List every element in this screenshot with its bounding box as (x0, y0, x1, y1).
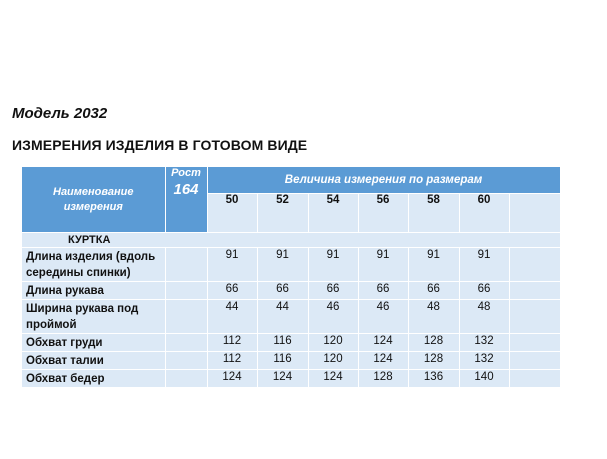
header-measurement-name: Наименование измерения (22, 167, 165, 233)
row-value: 140 (459, 370, 509, 388)
row-value: 124 (207, 370, 257, 388)
model-title: Модель 2032 (12, 105, 108, 122)
row-value: 132 (459, 334, 509, 352)
document-title: ИЗМЕРЕНИЯ ИЗДЕЛИЯ В ГОТОВОМ ВИДЕ (12, 137, 308, 153)
table-row (22, 352, 560, 370)
row-value: 112 (207, 352, 257, 370)
row-value: 44 (207, 300, 257, 334)
row-label: Обхват бедер (22, 370, 165, 388)
row-label: Ширина рукава под проймой (22, 300, 165, 334)
row-value: 48 (408, 300, 459, 334)
row-value: 128 (358, 370, 408, 388)
row-rost-cell (165, 300, 207, 334)
row-value: 128 (408, 352, 459, 370)
row-blank (509, 352, 560, 370)
header-sizes-group: Величина измерения по размерам (207, 167, 560, 194)
row-value: 66 (459, 282, 509, 300)
row-label: Обхват талии (22, 352, 165, 370)
row-value: 48 (459, 300, 509, 334)
row-value: 124 (358, 352, 408, 370)
table-row (22, 334, 560, 352)
size-header: 52 (257, 194, 308, 233)
size-header: 54 (308, 194, 358, 233)
row-value: 124 (358, 334, 408, 352)
row-rost-cell (165, 370, 207, 388)
row-value: 91 (308, 248, 358, 282)
row-value: 66 (207, 282, 257, 300)
row-value: 120 (308, 334, 358, 352)
row-value: 128 (408, 334, 459, 352)
row-value: 120 (308, 352, 358, 370)
size-header: 50 (207, 194, 257, 233)
row-label: Обхват груди (22, 334, 165, 352)
row-value: 116 (257, 352, 308, 370)
row-rost-cell (165, 248, 207, 282)
row-rost-cell (165, 334, 207, 352)
row-value: 116 (257, 334, 308, 352)
row-value: 91 (408, 248, 459, 282)
header-rost (165, 167, 207, 233)
row-value: 91 (358, 248, 408, 282)
row-value: 66 (308, 282, 358, 300)
row-value: 91 (257, 248, 308, 282)
row-value: 66 (358, 282, 408, 300)
row-value: 44 (257, 300, 308, 334)
row-value: 91 (207, 248, 257, 282)
table-row (22, 248, 560, 282)
row-value: 112 (207, 334, 257, 352)
row-label: Длина изделия (вдоль середины спинки) (22, 248, 165, 282)
section-row (22, 233, 560, 248)
row-blank (509, 282, 560, 300)
measurements-table (22, 167, 561, 388)
row-value: 136 (408, 370, 459, 388)
size-header: 60 (459, 194, 509, 233)
row-value: 91 (459, 248, 509, 282)
row-blank (509, 370, 560, 388)
size-header-blank (509, 194, 560, 233)
table-row (22, 300, 560, 334)
row-rost-cell (165, 282, 207, 300)
row-value: 132 (459, 352, 509, 370)
row-value: 46 (358, 300, 408, 334)
row-blank (509, 300, 560, 334)
row-value: 46 (308, 300, 358, 334)
row-rost-cell (165, 352, 207, 370)
row-value: 124 (308, 370, 358, 388)
section-label: КУРТКА (22, 233, 560, 248)
table-row (22, 282, 560, 300)
table-row (22, 370, 560, 388)
size-header: 58 (408, 194, 459, 233)
row-value: 124 (257, 370, 308, 388)
row-label: Длина рукава (22, 282, 165, 300)
row-blank (509, 334, 560, 352)
row-blank (509, 248, 560, 282)
header-row-top (22, 167, 560, 194)
header-rost-label: Рост (171, 167, 201, 179)
header-rost-value: 164 (173, 181, 199, 198)
row-value: 66 (408, 282, 459, 300)
row-value: 66 (257, 282, 308, 300)
size-header: 56 (358, 194, 408, 233)
